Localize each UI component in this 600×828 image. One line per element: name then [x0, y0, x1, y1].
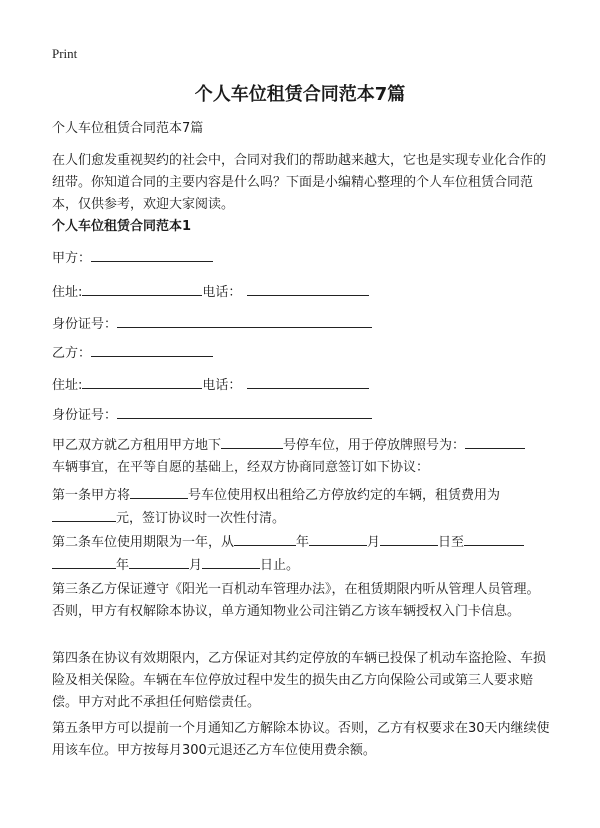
phone-a-blank: [247, 281, 369, 296]
article-1-fee-blank: [52, 507, 116, 522]
article-2-text-2: 年: [296, 535, 310, 550]
start-month-blank: [309, 531, 367, 546]
intro-heading: 个人车位租赁合同范本7篇: [52, 121, 204, 136]
agreement-paragraph: [52, 434, 552, 479]
address-a-line: [52, 281, 552, 304]
party-a-line: [52, 247, 552, 270]
article-4: 第四条在协议有效期限内，乙方保证对其约定停放的车辆已投保了机动车盗抢险、车损险及相关保险。车辆在车位停放过程中发生的损失由乙方向保险公司或第三人要求赔偿。甲方对此不承担任何赔偿责任。: [52, 651, 547, 710]
article-1-spot-blank: [130, 484, 188, 499]
agreement-text-3: 车辆事宜，在平等自愿的基础上，经双方协商同意签订如下协议：: [52, 460, 430, 475]
address-b-line: [52, 374, 552, 397]
article-1-text-1: 第一条甲方将: [52, 488, 131, 503]
article-3: 第三条乙方保证遵守《阳光一百机动车管理办法》，在租赁期限内听从管理人员管理。否则，甲方有权解除本协议，单方通知物业公司注销乙方该车辆授权入门卡信息。: [52, 582, 540, 619]
article-2-text-1: 第二条车位使用期限为一年，从: [52, 535, 235, 550]
id-b-blank: [117, 404, 372, 419]
print-link[interactable]: Print: [52, 46, 78, 61]
article-2-text-4: 日至: [438, 535, 465, 550]
id-a-blank: [117, 313, 372, 328]
article-2: [52, 531, 552, 577]
party-b-label: 乙方：: [52, 346, 92, 361]
article-2-text-3: 月: [367, 535, 381, 550]
agreement-text-2: 号停车位，用于停放牌照号为：: [283, 438, 466, 453]
address-a-label: 住址:: [52, 285, 83, 300]
id-a-label: 身份证号：: [52, 317, 118, 332]
article-2-text-6: 月: [189, 558, 203, 573]
end-year-blank-2: [52, 554, 116, 569]
end-month-blank: [129, 554, 189, 569]
party-a-label: 甲方：: [52, 251, 92, 266]
address-a-blank: [82, 281, 202, 296]
id-b-line: [52, 404, 552, 427]
phone-b-label: 电话：: [202, 378, 242, 393]
id-a-line: [52, 313, 552, 336]
party-a-blank: [91, 247, 213, 262]
article-1: [52, 484, 552, 530]
end-day-blank: [202, 554, 260, 569]
section-title: 个人车位租赁合同范本1: [52, 219, 192, 234]
parking-no-blank: [221, 434, 283, 449]
article-1-text-2: 号车位使用权出租给乙方停放约定的车辆，租赁费用为: [188, 488, 501, 503]
article-5: 第五条甲方可以提前一个月通知乙方解除本协议。否则，乙方有权要求在30天内继续使用该车位。甲方按每月300元退还乙方车位使用费余额。: [52, 721, 550, 758]
start-day-blank: [380, 531, 438, 546]
article-2-text-7: 日止。: [260, 558, 300, 573]
page-title: 个人车位租赁合同范本7篇: [194, 84, 406, 105]
party-b-blank: [91, 342, 213, 357]
id-b-label: 身份证号：: [52, 408, 118, 423]
phone-b-blank: [247, 374, 369, 389]
party-b-line: [52, 342, 552, 365]
intro-paragraph: 在人们愈发重视契约的社会中，合同对我们的帮助越来越大，它也是实现专业化合作的纽带。你知道合同的主要内容是什么吗？下面是小编精心整理的个人车位租赁合同范本，仅供参考，欢迎大家阅读。: [52, 153, 547, 212]
end-year-blank: [464, 531, 524, 546]
article-1-text-3: 元，签订协议时一次性付清。: [116, 511, 286, 526]
article-2-text-5: 年: [116, 558, 130, 573]
start-year-blank: [234, 531, 296, 546]
agreement-text-1: 甲乙双方就乙方租用甲方地下: [52, 438, 222, 453]
address-b-blank: [82, 374, 202, 389]
phone-a-label: 电话：: [202, 285, 242, 300]
plate-no-blank: [465, 434, 525, 449]
address-b-label: 住址:: [52, 378, 83, 393]
